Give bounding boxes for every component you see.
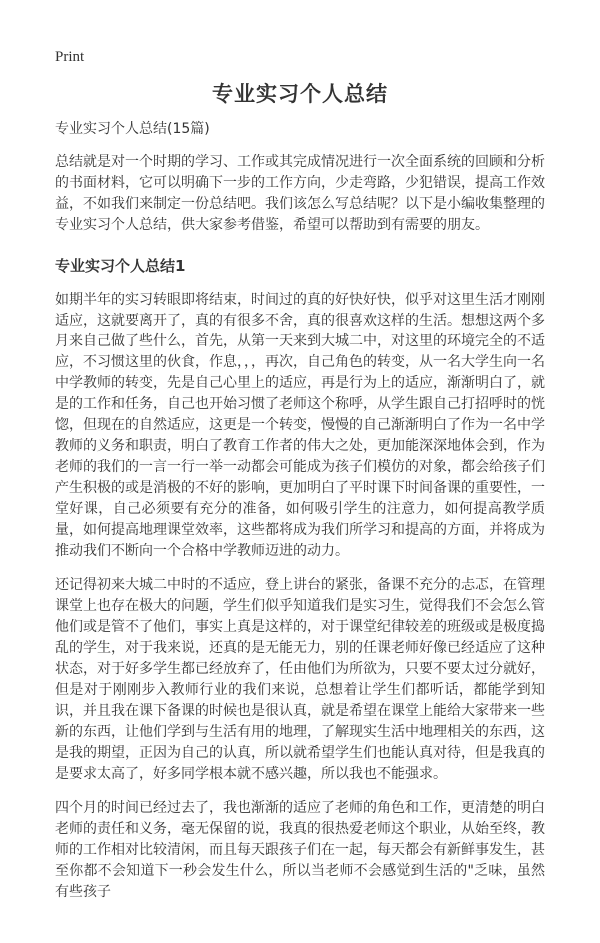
- section-heading-1: 专业实习个人总结1: [55, 256, 186, 275]
- intro-paragraph: 总结就是对一个时期的学习、工作或其完成情况进行一次全面系统的回顾和分析的书面材料，它可以明确下一步的工作方向，少走弯路，少犯错误，提高工作效益，不如我们来制定一份总结吧。我们该怎么写总结呢？以下是小编收集整理的专业实习个人总结，供大家参考借鉴，希望可以帮助到有需要的朋友。: [55, 154, 545, 233]
- section1-paragraph-1: 如期半年的实习转眼即将结束，时间过的真的好快好快，似乎对这里生活才刚刚适应，这就要离开了，真的有很多不舍，真的很喜欢这样的生活。想想这两个多月来自己做了些什么，首先，从第一天来到大城二中，对这里的环境完全的不适应，不习惯这里的伙食，作息，，，再次，自己角色的转变，从一名大学生向一名中学教师的转变，先是自己心里上的适应，再是行为上的适应，渐渐明白了，就是的工作和任务，自己也开始习惯了老师这个称呼，从学生跟自己打招呼时的恍惚，但现在的自然适应，这更是一个转变，慢慢的自己渐渐明白了作为一名中学教师的义务和职责，明白了教育工作者的伟大之处，更加能深深地体会到，作为老师的我们的一言一行一举一动都会可能成为孩子们模仿的对象，都会给孩子们产生积极的或是消极的不好的影响，更加明白了平时课下时间备课的重要性，一堂好课，自己必须要有充分的准备，如何吸引学生的注意力，如何提高教学质量，如何提高地理课堂效率，这些都将成为我们所学习和提高的方面，并将成为推动我们不断向一个合格中学教师迈进的动力。: [55, 291, 545, 559]
- document-subtitle: 专业实习个人总结(15篇): [55, 121, 210, 137]
- section1-paragraph-3: 四个月的时间已经过去了，我也渐渐的适应了老师的角色和工作，更清楚的明白老师的责任和义务，毫无保留的说，我真的很热爱老师这个职业，从始至终，教师的工作相对比较清闲，而且每天跟孩子们在一起，每天都会有新鲜事发生，甚至你都不会知道下一秒会发生什么，所以当老师不会感觉到生活的"乏味，虽然有些孩子: [55, 800, 545, 901]
- print-button[interactable]: Print: [55, 49, 85, 65]
- page-title: 专业实习个人总结: [212, 82, 388, 106]
- section1-paragraph-2: 还记得初来大城二中时的不适应，登上讲台的紧张，备课不充分的忐忑，在管理课堂上也存在极大的问题，学生们似乎知道我们是实习生，觉得我们不会怎么管他们或是管不了他们，事实上真是这样的，对于课堂纪律较差的班级或是极度捣乱的学生，对于我来说，还真的是无能无力，别的任课老师好像已经适应了这种状态，对于好多学生都已经放弃了，任由他们为所欲为，只要不要太过分就好，但是对于刚刚步入教师行业的我们来说，总想着让学生们都听话，都能学到知识，并且我在课下备课的时候也是很认真，就是希望在课堂上能给大家带来一些新的东西，让他们学到与生活有用的地理，了解现实生活中地理相关的东西，这是我的期望，正因为自己的认真，所以就希望学生们也能认真对待，但是我真的是要求太高了，好多同学根本就不感兴趣，所以我也不能强求。: [55, 577, 545, 782]
